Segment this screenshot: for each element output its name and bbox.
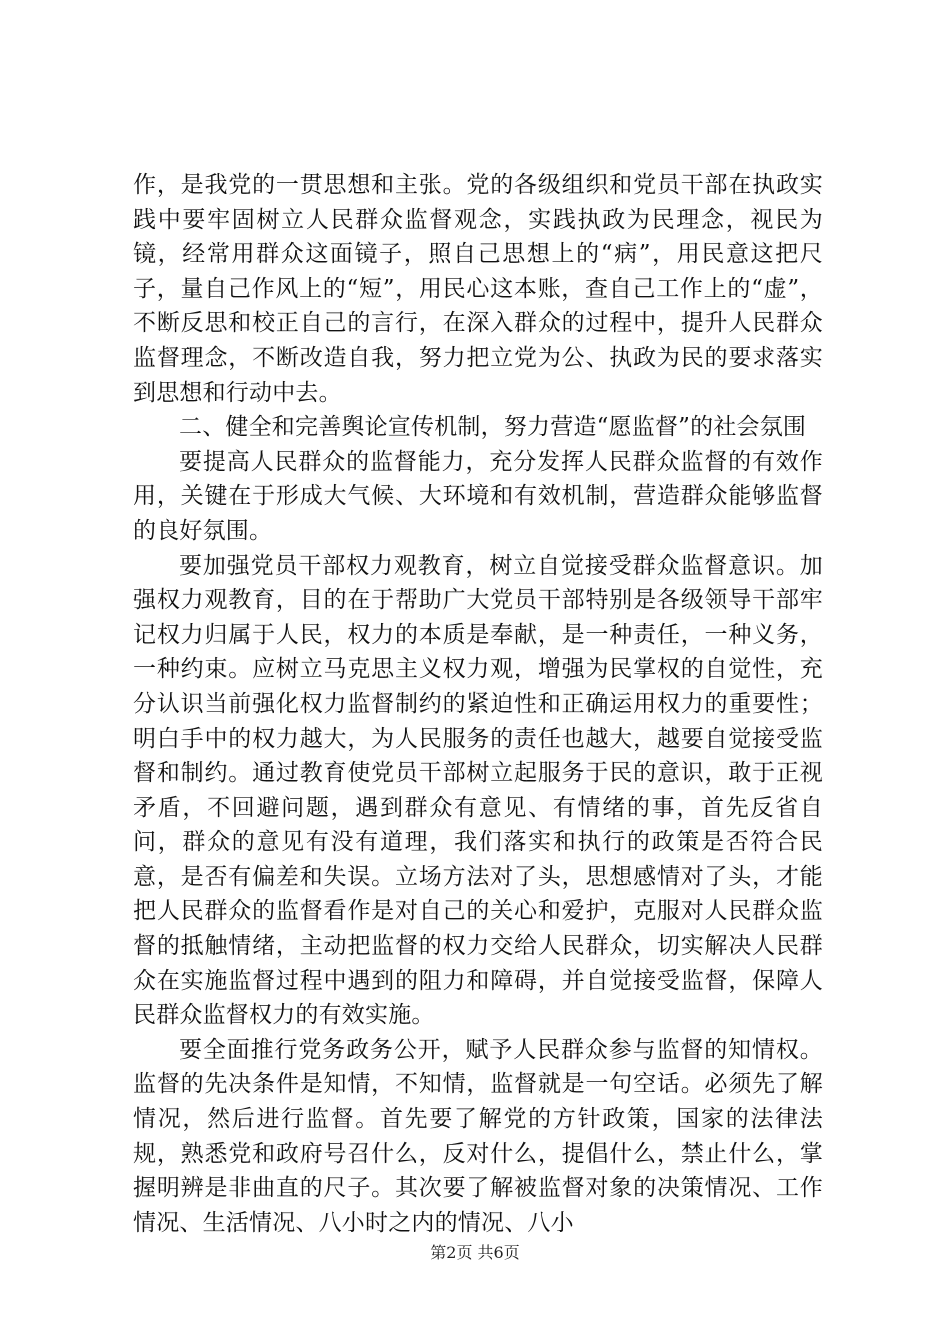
- paragraph-intro: 要提高人民群众的监督能力，充分发挥人民群众监督的有效作用，关键在于形成大气候、大环境和有效机制，营造群众能够监督的良好氛围。: [133, 448, 823, 544]
- document-body: [133, 168, 823, 1240]
- paragraph-continuation: 作，是我党的一贯思想和主张。党的各级组织和党员干部在执政实践中要牢固树立人民群众监督观念，实践执政为民理念，视民为镜，经常用群众这面镜子，照自己思想上的“病”，用民意这把尺子，量自己作风上的“短”，用民心这本账，查自己工作上的“虚”，不断反思和校正自己的言行，在深入群众的过程中，提升人民群众监督理念，不断改造自我，努力把立党为公、执政为民的要求落实到思想和行动中去。: [133, 172, 823, 406]
- paragraph-openness: 要全面推行党务政务公开，赋予人民群众参与监督的知情权。监督的先决条件是知情，不知情，监督就是一句空话。必须先了解情况，然后进行监督。首先要了解党的方针政策，国家的法律法规，熟悉党和政府号召什么，反对什么，提倡什么，禁止什么，掌握明辨是非曲直的尺子。其次要了解被监督对象的决策情况、工作情况、生活情况、八小时之内的情况、八小: [133, 1036, 823, 1236]
- page-number-footer: 第2页 共6页: [430, 1243, 520, 1262]
- paragraph-power-education: 要加强党员干部权力观教育，树立自觉接受群众监督意识。加强权力观教育，目的在于帮助广大党员干部特别是各级领导干部牢记权力归属于人民，权力的本质是奉献，是一种责任，一种义务，一种约束。应树立马克思主义权力观，增强为民掌权的自觉性，充分认识当前强化权力监督制约的紧迫性和正确运用权力的重要性；明白手中的权力越大，为人民服务的责任也越大，越要自觉接受监督和制约。通过教育使党员干部树立起服务于民的意识，敢于正视矛盾，不回避问题，遇到群众有意见、有情绪的事，首先反省自问，群众的意见有没有道理，我们落实和执行的政策是否符合民意，是否有偏差和失误。立场方法对了头，思想感情对了头，才能把人民群众的监督看作是对自己的关心和爱护，克服对人民群众监督的抵触情绪，主动把监督的权力交给人民群众，切实解决人民群众在实施监督过程中遇到的阻力和障碍，并自觉接受监督，保障人民群众监督权力的有效实施。: [133, 552, 823, 1029]
- section-heading-2: 二、健全和完善舆论宣传机制，努力营造“愿监督”的社会氛围: [179, 414, 807, 441]
